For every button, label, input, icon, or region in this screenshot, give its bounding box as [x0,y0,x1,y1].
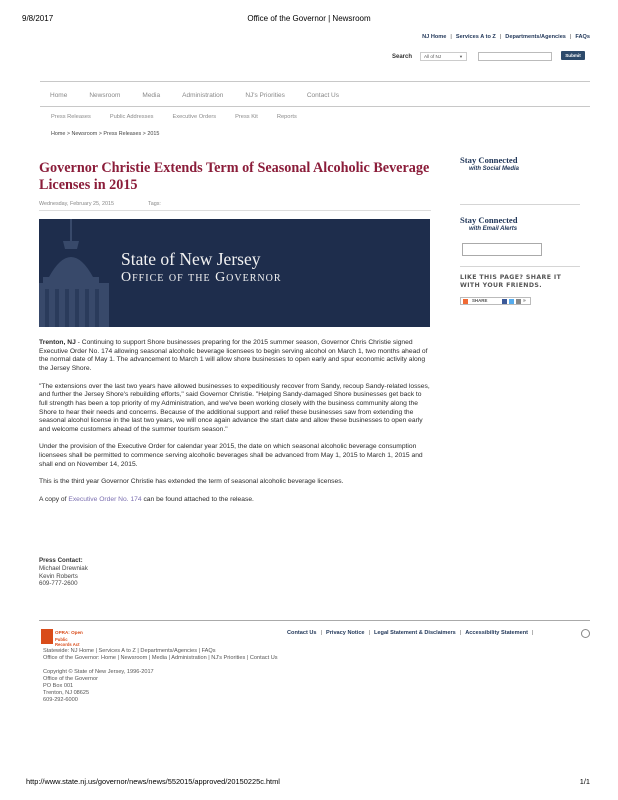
main-nav [50,92,361,99]
article-paragraph: Under the provision of the Executive Order for calendar year 2015, the date on which seasonal alcoholic beverage consumption licensees shall be permitted to commence serving alcoholic beverages shall be advanced from May 1, 2015 to March 1, 2015 and shall end on November 14, 2015. [39,443,423,468]
footer-divider [39,620,590,621]
more-icon[interactable]: » [523,298,526,304]
banner-office-name: Office of the Governor [121,270,282,285]
email-alert-input[interactable] [462,243,542,256]
nav-media[interactable]: Media [142,92,161,99]
share-button[interactable] [460,297,531,305]
article-paragraph: This is the third year Governor Christie has extended the term of seasonal alcoholic beverage licenses. [39,478,344,486]
utility-link-nj-home[interactable]: NJ Home [422,34,447,40]
utility-nav [422,34,590,40]
utility-link-departments[interactable]: Departments/Agencies [505,34,566,40]
footer-copyright [43,669,154,704]
share-prompt-line: WITH YOUR FRIENDS. [460,282,542,289]
page-title: Governor Christie Extends Term of Seasonal Alcoholic Beverage Licenses in 2015 [39,160,430,193]
nav-newsroom[interactable]: Newsroom [89,92,121,99]
nav-divider [40,106,590,107]
article-paragraph-text: - Continuing to support Shore businesses preparing for the 2015 summer season, Governor Chris Christie signed Executive Order No. 174 allowing seasonal alcoholic beverage licensees to begin serving alcohol on March 1, two months ahead of the normal date of May 1. The advancement to March 1 will allow shore businesses to open early and spur economic activity along the Jersey Shore. [39,339,428,373]
press-contact-heading: Press Contact: [39,557,83,564]
email-icon[interactable] [516,299,521,304]
subnav-press-releases[interactable]: Press Releases [51,114,91,120]
opra-logo[interactable] [41,629,85,647]
nav-administration[interactable]: Administration [182,92,224,99]
copyright-line: 609-292-6000 [43,697,78,703]
article-paragraph [39,496,431,505]
meta-divider [39,210,431,211]
facebook-icon[interactable] [502,299,507,304]
subnav-public-addresses[interactable]: Public Addresses [109,114,154,120]
print-header [22,14,596,26]
copyright-line: PO Box 001 [43,683,74,689]
article-text: can be found attached to the release. [141,495,254,503]
opra-logo-line: OPRA: Open [55,630,83,635]
footer-link-contact[interactable]: Contact Us [287,630,317,636]
search-submit-button[interactable]: Submit [561,51,585,60]
copyright-line: Office of the Governor [43,676,98,682]
sidebar-divider [460,266,580,267]
print-footer [26,777,590,786]
twitter-icon[interactable] [509,299,514,304]
opra-logo-line: Public Records Act [55,637,80,647]
header-divider [40,81,590,82]
subnav-reports[interactable]: Reports [276,114,297,120]
separator: | [532,630,534,636]
search-scope-value: All of NJ [424,54,442,59]
print-page-number: 1/1 [579,777,590,786]
nav-home[interactable]: Home [50,92,68,99]
separator: | [368,630,370,636]
search-label: Search [392,54,413,60]
opra-logo-icon [41,629,53,644]
print-url: http://www.state.nj.us/governor/news/news/552015/approved/20150225c.html [26,777,280,786]
separator: | [320,630,322,636]
breadcrumb[interactable]: Home > Newsroom > Press Releases > 2015 [51,131,160,137]
sidebar-divider [460,204,580,205]
nav-priorities[interactable]: NJ's Priorities [245,92,285,99]
print-date: 9/8/2017 [22,14,54,23]
social-subheading: with Social Media [469,166,520,172]
nav-contact[interactable]: Contact Us [306,92,339,99]
footer-link-privacy[interactable]: Privacy Notice [325,630,365,636]
article-date: Wednesday, February 25, 2015 [39,201,115,207]
utility-link-faqs[interactable]: FAQs [575,34,590,40]
separator: | [569,34,572,40]
share-label: SHARE [472,298,488,303]
governor-banner [39,219,430,327]
article-text: A copy of [39,495,69,503]
footer-nav [43,648,278,662]
share-plus-icon [463,299,468,304]
share-prompt [460,274,561,290]
share-prompt-line: LIKE THIS PAGE? SHARE IT [460,274,562,281]
utility-link-services[interactable]: Services A to Z [455,34,496,40]
social-heading: Stay Connected [460,155,518,165]
copyright-line: Trenton, NJ 08625 [43,690,90,696]
search-scope-select[interactable] [420,52,467,61]
article-meta [39,201,431,207]
sub-nav [51,114,316,120]
separator: | [450,34,452,40]
footer-links [287,630,537,636]
article-tags: Tags: [148,201,161,207]
footer-link-accessibility[interactable]: Accessibility Statement [465,630,529,636]
social-media-box[interactable] [460,155,580,172]
article-body [39,339,431,513]
press-contact-line: 609-777-2600 [39,580,78,588]
article-dateline: Trenton, NJ [39,339,76,346]
press-contact-line: Michael Drewniak [39,564,88,572]
article-paragraph [39,339,431,374]
email-heading: Stay Connected [460,215,518,225]
copyright-line: Copyright © State of New Jersey, 1996-2017 [43,669,154,675]
footer-office-links[interactable]: Office of the Governor: Home | Newsroom | Media | Administration | NJ's Priorities | Contact Us [43,655,278,661]
press-contact [39,557,88,588]
banner-state-name: State of New Jersey [121,249,261,269]
search-bar [392,51,590,63]
separator: | [499,34,502,40]
email-subheading: with Email Alerts [469,226,518,232]
email-alerts-box [460,215,580,232]
footer-statewide-links[interactable]: Statewide: NJ Home | Services A to Z | Departments/Agencies | FAQs [43,648,216,654]
executive-order-link[interactable]: Executive Order No. 174 [68,495,142,503]
article-paragraph: "The extensions over the last two years have allowed businesses to expeditiously recover from Sandy, recoup Sandy-related losses, and further the Jersey Shore's rebuilding efforts," said Governor Christie. "Helping Sandy-damaged Shore businesses get back to full strength has been a top priority of my Administration, and we've been working closely with the business community along the Shore to hear their needs and concerns. Because of the additional support and relief these businesses saw from extending the seasonal alcohol license in the last two years, we will once again advance the start date and allow these businesses to open early and welcome customers ahead of the summer tourism season." [39,382,430,434]
subnav-press-kit[interactable]: Press Kit [235,114,258,120]
print-title: Office of the Governor | Newsroom [247,14,371,23]
subnav-executive-orders[interactable]: Executive Orders [172,114,217,120]
separator: | [459,630,462,636]
accessibility-icon[interactable] [581,629,590,638]
chevron-down-icon: ▼ [459,54,463,59]
footer-link-legal[interactable]: Legal Statement & Disclaimers [374,630,456,636]
search-input[interactable] [478,52,552,61]
press-contact-line: Kevin Roberts [39,572,78,580]
